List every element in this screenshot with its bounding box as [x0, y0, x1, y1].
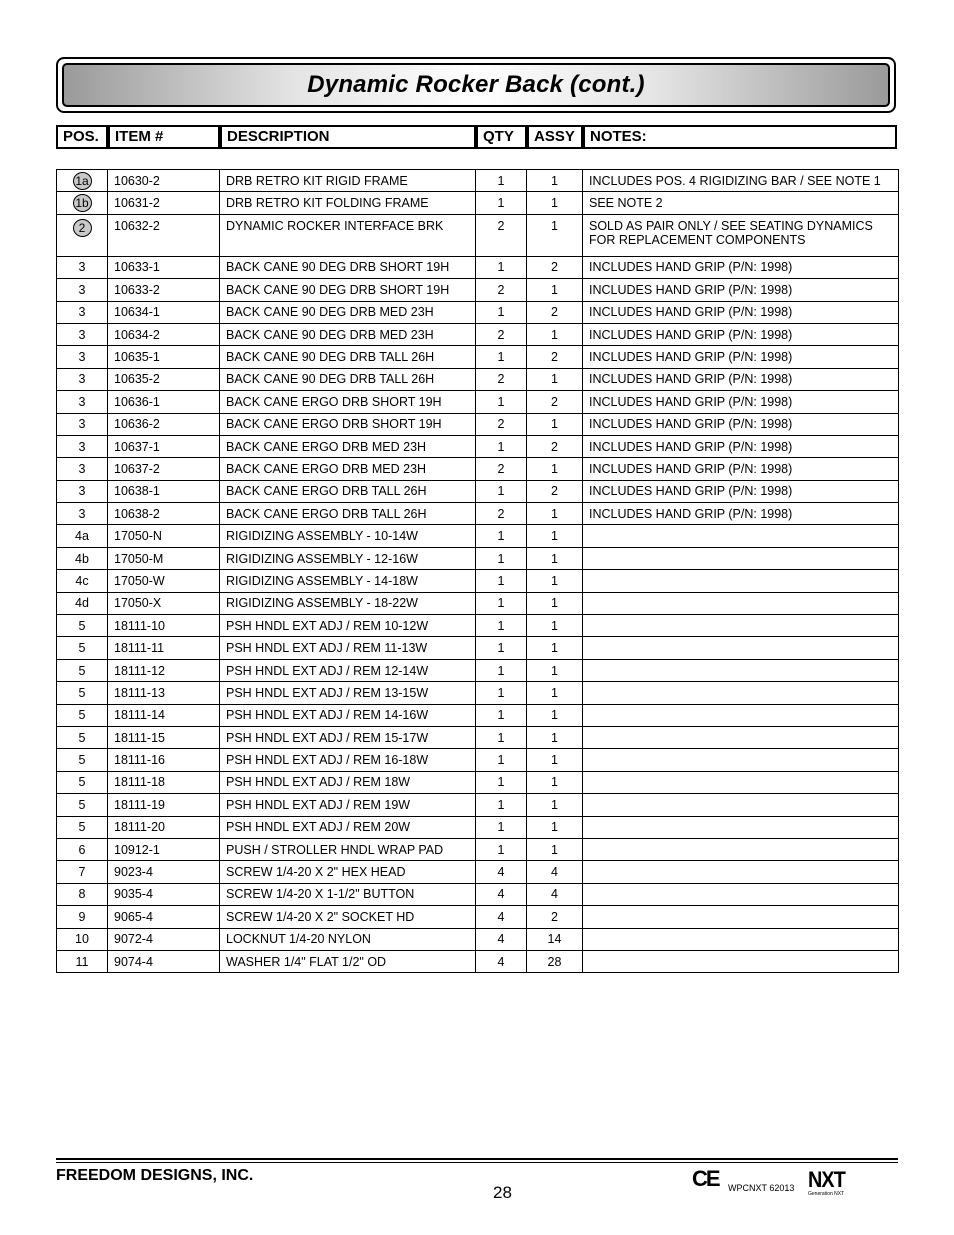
circled-position-label: 2 [73, 219, 92, 237]
cell-notes [583, 592, 899, 614]
cell-pos: 5 [57, 771, 108, 793]
cell-assy: 1 [527, 816, 583, 838]
parts-table [56, 169, 899, 973]
cell-notes [583, 659, 899, 681]
page-number: 28 [493, 1183, 512, 1202]
cell-assy: 2 [527, 480, 583, 502]
cell-assy: 2 [527, 256, 583, 278]
cell-pos: 3 [57, 368, 108, 390]
cell-item-number: 10635-2 [108, 368, 220, 390]
cell-item-number: 9074-4 [108, 950, 220, 972]
cell-description: RIGIDIZING ASSEMBLY - 18-22W [220, 592, 476, 614]
cell-assy: 1 [527, 503, 583, 525]
page-title: Dynamic Rocker Back (cont.) [307, 71, 645, 98]
parts-table-body [57, 170, 899, 973]
header-item: ITEM # [108, 125, 220, 149]
cell-qty: 1 [476, 592, 527, 614]
cell-assy: 1 [527, 368, 583, 390]
cell-pos: 5 [57, 794, 108, 816]
cell-assy: 28 [527, 950, 583, 972]
cell-qty: 1 [476, 256, 527, 278]
cell-notes: INCLUDES HAND GRIP (P/N: 1998) [583, 503, 899, 525]
cell-qty: 1 [476, 637, 527, 659]
cell-item-number: 18111-12 [108, 659, 220, 681]
table-row [57, 413, 899, 435]
cell-description: DYNAMIC ROCKER INTERFACE BRK [220, 214, 476, 256]
cell-item-number: 9065-4 [108, 906, 220, 928]
cell-notes [583, 637, 899, 659]
table-row [57, 214, 899, 256]
cell-qty: 1 [476, 570, 527, 592]
cell-notes [583, 883, 899, 905]
cell-qty: 1 [476, 170, 527, 192]
cell-assy: 1 [527, 279, 583, 301]
cell-assy: 1 [527, 704, 583, 726]
cell-assy: 1 [527, 682, 583, 704]
cell-description: PSH HNDL EXT ADJ / REM 20W [220, 816, 476, 838]
table-row [57, 435, 899, 457]
cell-pos: 5 [57, 726, 108, 748]
cell-qty: 1 [476, 816, 527, 838]
cell-assy: 2 [527, 301, 583, 323]
cell-qty: 2 [476, 368, 527, 390]
cell-pos: 3 [57, 346, 108, 368]
cell-pos: 6 [57, 838, 108, 860]
cell-qty: 1 [476, 192, 527, 214]
cell-pos: 5 [57, 704, 108, 726]
cell-pos: 4a [57, 525, 108, 547]
cell-assy: 1 [527, 170, 583, 192]
cell-description: BACK CANE ERGO DRB SHORT 19H [220, 391, 476, 413]
table-row [57, 525, 899, 547]
cell-description: RIGIDIZING ASSEMBLY - 10-14W [220, 525, 476, 547]
cell-description: WASHER 1/4" FLAT 1/2" OD [220, 950, 476, 972]
header-description: DESCRIPTION [220, 125, 476, 149]
cell-item-number: 18111-13 [108, 682, 220, 704]
header-assy: ASSY [527, 125, 583, 149]
cell-qty: 1 [476, 771, 527, 793]
cell-item-number: 10638-1 [108, 480, 220, 502]
cell-pos [57, 192, 108, 214]
cell-pos: 3 [57, 323, 108, 345]
cell-qty: 1 [476, 704, 527, 726]
cell-pos: 5 [57, 659, 108, 681]
nxt-logo [808, 1169, 858, 1203]
cell-pos: 5 [57, 816, 108, 838]
cell-assy: 1 [527, 615, 583, 637]
table-row [57, 301, 899, 323]
cell-qty: 1 [476, 525, 527, 547]
cell-pos: 4b [57, 547, 108, 569]
cell-item-number: 10635-1 [108, 346, 220, 368]
cell-assy: 1 [527, 771, 583, 793]
table-row [57, 950, 899, 972]
cell-item-number: 10633-2 [108, 279, 220, 301]
cell-qty: 1 [476, 838, 527, 860]
cell-pos: 5 [57, 682, 108, 704]
cell-item-number: 18111-14 [108, 704, 220, 726]
table-row [57, 458, 899, 480]
cell-notes [583, 928, 899, 950]
cell-notes: INCLUDES HAND GRIP (P/N: 1998) [583, 256, 899, 278]
notes-line: FOR REPLACEMENT COMPONENTS [589, 232, 806, 247]
cell-notes [583, 570, 899, 592]
cell-qty: 1 [476, 480, 527, 502]
cell-description: BACK CANE 90 DEG DRB TALL 26H [220, 368, 476, 390]
cell-notes [583, 950, 899, 972]
cell-notes [583, 816, 899, 838]
company-name: FREEDOM DESIGNS, INC. [56, 1167, 254, 1184]
table-row [57, 682, 899, 704]
cell-assy: 1 [527, 192, 583, 214]
cell-description: SCREW 1/4-20 X 1-1/2" BUTTON [220, 883, 476, 905]
cell-qty: 4 [476, 906, 527, 928]
nxt-logo-text: NXT [808, 1167, 845, 1192]
cell-description: PUSH / STROLLER HNDL WRAP PAD [220, 838, 476, 860]
cell-assy: 1 [527, 794, 583, 816]
cell-notes: INCLUDES HAND GRIP (P/N: 1998) [583, 279, 899, 301]
cell-pos: 5 [57, 615, 108, 637]
cell-description: PSH HNDL EXT ADJ / REM 15-17W [220, 726, 476, 748]
cell-item-number: 18111-16 [108, 749, 220, 771]
cell-assy: 1 [527, 838, 583, 860]
cell-pos [57, 170, 108, 192]
cell-pos: 3 [57, 503, 108, 525]
cell-item-number: 18111-10 [108, 615, 220, 637]
cell-notes: INCLUDES HAND GRIP (P/N: 1998) [583, 435, 899, 457]
cell-notes [583, 838, 899, 860]
cell-item-number: 10636-1 [108, 391, 220, 413]
cell-qty: 1 [476, 726, 527, 748]
cell-assy: 1 [527, 570, 583, 592]
ce-mark-icon: CE [692, 1166, 719, 1191]
cell-notes [583, 906, 899, 928]
cell-qty: 1 [476, 346, 527, 368]
cell-notes: INCLUDES POS. 4 RIGIDIZING BAR / SEE NOTE 1 [583, 170, 899, 192]
table-row [57, 637, 899, 659]
table-row [57, 570, 899, 592]
cell-description: PSH HNDL EXT ADJ / REM 18W [220, 771, 476, 793]
cell-qty: 4 [476, 883, 527, 905]
circled-position-label: 1b [73, 194, 92, 212]
table-row [57, 547, 899, 569]
cell-description: RIGIDIZING ASSEMBLY - 12-16W [220, 547, 476, 569]
cell-item-number: 10912-1 [108, 838, 220, 860]
cell-notes: INCLUDES HAND GRIP (P/N: 1998) [583, 323, 899, 345]
cell-description: DRB RETRO KIT FOLDING FRAME [220, 192, 476, 214]
table-row [57, 279, 899, 301]
cell-pos: 3 [57, 391, 108, 413]
cell-item-number: 17050-W [108, 570, 220, 592]
footer-rule-thin [56, 1162, 898, 1163]
cell-description: LOCKNUT 1/4-20 NYLON [220, 928, 476, 950]
cell-item-number: 10631-2 [108, 192, 220, 214]
cell-description: BACK CANE ERGO DRB TALL 26H [220, 503, 476, 525]
cell-notes [583, 547, 899, 569]
table-row [57, 346, 899, 368]
title-banner-inner [62, 63, 890, 107]
nxt-logo-subtext: Generation NXT [808, 1191, 845, 1197]
cell-assy: 1 [527, 525, 583, 547]
cell-assy: 1 [527, 726, 583, 748]
table-row [57, 659, 899, 681]
cell-notes [583, 525, 899, 547]
table-row [57, 816, 899, 838]
cell-description: BACK CANE 90 DEG DRB MED 23H [220, 301, 476, 323]
title-banner [56, 57, 896, 113]
cell-item-number: 18111-15 [108, 726, 220, 748]
notes-line: SOLD AS PAIR ONLY / SEE SEATING DYNAMICS [589, 218, 873, 233]
cell-description: BACK CANE 90 DEG DRB MED 23H [220, 323, 476, 345]
cell-pos: 5 [57, 749, 108, 771]
cell-assy: 1 [527, 214, 583, 256]
cell-item-number: 17050-M [108, 547, 220, 569]
cell-description: PSH HNDL EXT ADJ / REM 12-14W [220, 659, 476, 681]
cell-qty: 4 [476, 861, 527, 883]
cell-description: BACK CANE 90 DEG DRB TALL 26H [220, 346, 476, 368]
table-row [57, 771, 899, 793]
cell-pos: 3 [57, 413, 108, 435]
table-row [57, 726, 899, 748]
cell-pos: 3 [57, 256, 108, 278]
cell-pos: 3 [57, 279, 108, 301]
cell-item-number: 10636-2 [108, 413, 220, 435]
cell-description: BACK CANE ERGO DRB MED 23H [220, 458, 476, 480]
cell-description: PSH HNDL EXT ADJ / REM 16-18W [220, 749, 476, 771]
cell-pos: 9 [57, 906, 108, 928]
cell-qty: 1 [476, 659, 527, 681]
cell-qty: 2 [476, 323, 527, 345]
table-row [57, 883, 899, 905]
cell-notes: INCLUDES HAND GRIP (P/N: 1998) [583, 301, 899, 323]
table-row [57, 928, 899, 950]
cell-pos [57, 214, 108, 256]
header-notes: NOTES: [583, 125, 897, 149]
cell-item-number: 10634-2 [108, 323, 220, 345]
cell-qty: 2 [476, 503, 527, 525]
document-code: WPCNXT 62013 [728, 1183, 795, 1193]
cell-notes: INCLUDES HAND GRIP (P/N: 1998) [583, 413, 899, 435]
cell-pos: 3 [57, 480, 108, 502]
cell-notes: INCLUDES HAND GRIP (P/N: 1998) [583, 458, 899, 480]
cell-notes [583, 214, 899, 256]
cell-assy: 1 [527, 323, 583, 345]
cell-assy: 2 [527, 435, 583, 457]
cell-description: BACK CANE 90 DEG DRB SHORT 19H [220, 279, 476, 301]
cell-pos: 8 [57, 883, 108, 905]
cell-qty: 2 [476, 413, 527, 435]
cell-item-number: 10630-2 [108, 170, 220, 192]
cell-qty: 4 [476, 950, 527, 972]
cell-pos: 11 [57, 950, 108, 972]
cell-notes [583, 682, 899, 704]
cell-assy: 4 [527, 861, 583, 883]
cell-qty: 1 [476, 301, 527, 323]
cell-item-number: 10632-2 [108, 214, 220, 256]
table-row [57, 861, 899, 883]
cell-item-number: 18111-19 [108, 794, 220, 816]
cell-description: PSH HNDL EXT ADJ / REM 19W [220, 794, 476, 816]
table-row [57, 323, 899, 345]
cell-assy: 1 [527, 637, 583, 659]
cell-assy: 1 [527, 413, 583, 435]
footer-rule [56, 1158, 898, 1160]
cell-description: RIGIDIZING ASSEMBLY - 14-18W [220, 570, 476, 592]
cell-description: PSH HNDL EXT ADJ / REM 10-12W [220, 615, 476, 637]
table-row [57, 480, 899, 502]
cell-description: PSH HNDL EXT ADJ / REM 14-16W [220, 704, 476, 726]
cell-item-number: 9023-4 [108, 861, 220, 883]
cell-pos: 7 [57, 861, 108, 883]
cell-qty: 2 [476, 279, 527, 301]
cell-notes [583, 749, 899, 771]
cell-notes [583, 704, 899, 726]
cell-item-number: 17050-N [108, 525, 220, 547]
cell-description: BACK CANE 90 DEG DRB SHORT 19H [220, 256, 476, 278]
table-row [57, 704, 899, 726]
cell-qty: 4 [476, 928, 527, 950]
table-row [57, 368, 899, 390]
cell-qty: 1 [476, 435, 527, 457]
cell-pos: 3 [57, 458, 108, 480]
cell-qty: 1 [476, 547, 527, 569]
cell-pos: 5 [57, 637, 108, 659]
cell-assy: 2 [527, 346, 583, 368]
cell-item-number: 18111-18 [108, 771, 220, 793]
cell-assy: 4 [527, 883, 583, 905]
cell-description: SCREW 1/4-20 X 2" SOCKET HD [220, 906, 476, 928]
cell-assy: 14 [527, 928, 583, 950]
table-row [57, 838, 899, 860]
table-row [57, 592, 899, 614]
cell-assy: 1 [527, 458, 583, 480]
cell-item-number: 10637-2 [108, 458, 220, 480]
cell-pos: 4d [57, 592, 108, 614]
header-qty: QTY [476, 125, 527, 149]
cell-assy: 1 [527, 547, 583, 569]
cell-qty: 1 [476, 682, 527, 704]
header-pos: POS. [56, 125, 108, 149]
cell-notes [583, 794, 899, 816]
cell-assy: 2 [527, 906, 583, 928]
cell-assy: 2 [527, 391, 583, 413]
table-row [57, 391, 899, 413]
table-row [57, 749, 899, 771]
cell-assy: 1 [527, 659, 583, 681]
cell-notes: INCLUDES HAND GRIP (P/N: 1998) [583, 368, 899, 390]
cell-pos: 10 [57, 928, 108, 950]
cell-qty: 1 [476, 749, 527, 771]
cell-pos: 4c [57, 570, 108, 592]
cell-item-number: 18111-11 [108, 637, 220, 659]
cell-description: PSH HNDL EXT ADJ / REM 13-15W [220, 682, 476, 704]
cell-pos: 3 [57, 435, 108, 457]
cell-item-number: 10637-1 [108, 435, 220, 457]
table-row [57, 503, 899, 525]
cell-item-number: 18111-20 [108, 816, 220, 838]
cell-item-number: 10633-1 [108, 256, 220, 278]
cell-item-number: 9072-4 [108, 928, 220, 950]
cell-description: PSH HNDL EXT ADJ / REM 11-13W [220, 637, 476, 659]
cell-description: BACK CANE ERGO DRB TALL 26H [220, 480, 476, 502]
cell-assy: 1 [527, 592, 583, 614]
circled-position-label: 1a [73, 172, 92, 190]
cell-notes: SEE NOTE 2 [583, 192, 899, 214]
cell-notes [583, 861, 899, 883]
cell-notes: INCLUDES HAND GRIP (P/N: 1998) [583, 346, 899, 368]
cell-description: BACK CANE ERGO DRB SHORT 19H [220, 413, 476, 435]
cell-notes [583, 615, 899, 637]
table-row [57, 906, 899, 928]
cell-description: SCREW 1/4-20 X 2" HEX HEAD [220, 861, 476, 883]
cell-notes [583, 726, 899, 748]
cell-notes: INCLUDES HAND GRIP (P/N: 1998) [583, 391, 899, 413]
cell-qty: 1 [476, 615, 527, 637]
cell-description: DRB RETRO KIT RIGID FRAME [220, 170, 476, 192]
table-row [57, 170, 899, 192]
table-row [57, 794, 899, 816]
table-row [57, 615, 899, 637]
cell-description: BACK CANE ERGO DRB MED 23H [220, 435, 476, 457]
cell-qty: 1 [476, 391, 527, 413]
table-row [57, 256, 899, 278]
cell-qty: 1 [476, 794, 527, 816]
cell-notes [583, 771, 899, 793]
cell-item-number: 17050-X [108, 592, 220, 614]
cell-qty: 2 [476, 214, 527, 256]
cell-assy: 1 [527, 749, 583, 771]
cell-qty: 2 [476, 458, 527, 480]
cell-item-number: 9035-4 [108, 883, 220, 905]
cell-notes: INCLUDES HAND GRIP (P/N: 1998) [583, 480, 899, 502]
cell-item-number: 10634-1 [108, 301, 220, 323]
cell-item-number: 10638-2 [108, 503, 220, 525]
cell-pos: 3 [57, 301, 108, 323]
table-row [57, 192, 899, 214]
